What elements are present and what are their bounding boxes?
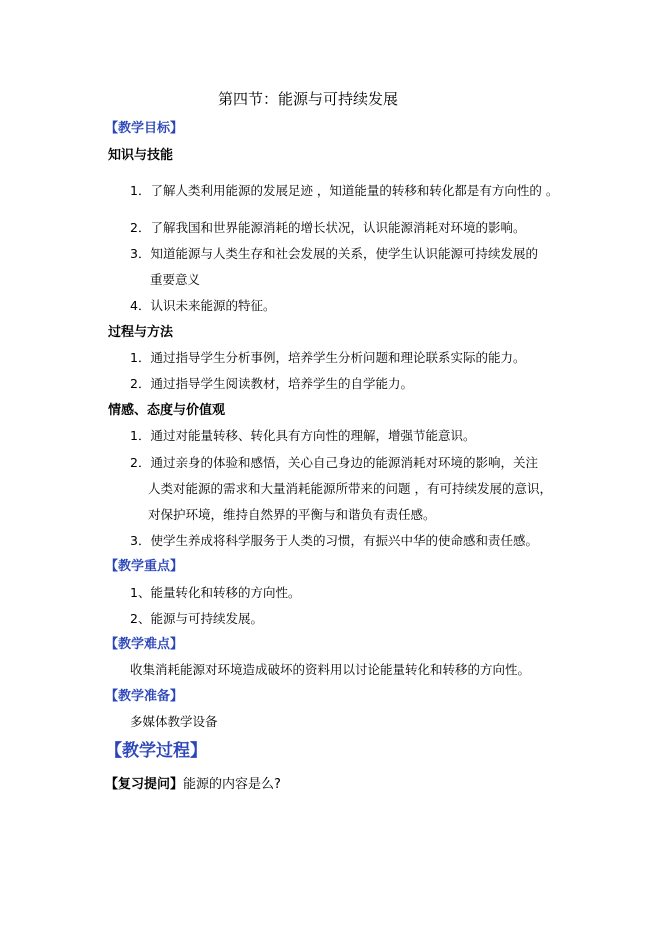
review-label: 【复习提问】	[105, 777, 184, 792]
list-item: 1．通过对能量转移、转化具有方向性的理解，增强节能意识。	[130, 428, 476, 443]
section-heading-objectives: 【教学目标】	[105, 121, 184, 136]
list-item-continuation: 人类对能源的需求和大量消耗能源所带来的问题 ，有可持续发展的意识，	[148, 481, 552, 496]
section-heading-process: 【教学过程】	[105, 741, 207, 761]
list-item: 2．通过亲身的体验和感悟，关心自己身边的能源消耗对环境的影响，关注	[130, 455, 538, 470]
list-item: 4．认识未来能源的特征。	[130, 298, 276, 313]
paragraph-preparation: 多媒体教学设备	[130, 714, 218, 729]
list-item: 2．了解我国和世界能源消耗的增长状况，认识能源消耗对环境的影响。	[130, 220, 526, 235]
list-item: 1．通过指导学生分析事例，培养学生分析问题和理论联系实际的能力。	[130, 350, 526, 365]
section-heading-difficulties: 【教学难点】	[105, 637, 184, 652]
section-heading-preparation: 【教学准备】	[105, 689, 184, 704]
list-item: 2．通过指导学生阅读教材，培养学生的自学能力。	[130, 376, 413, 391]
subheading-knowledge: 知识与技能	[108, 148, 174, 163]
list-item: 3．使学生养成将科学服务于人类的习惯，有振兴中华的使命感和责任感。	[130, 533, 538, 548]
page-title: 第四节：能源与可持续发展	[218, 90, 399, 108]
list-item-continuation: 对保护环境，维持自然界的平衡与和谐负有责任感。	[148, 507, 436, 522]
section-heading-key-points: 【教学重点】	[105, 559, 184, 574]
subheading-emotion: 情感、态度与价值观	[108, 403, 226, 418]
list-item: 2、能源与可持续发展。	[130, 611, 263, 626]
list-item-continuation: 重要意义	[150, 272, 201, 287]
list-item: 1．了解人类利用能源的发展足迹 ，知道能量的转移和转化都是有方向性的 。	[130, 183, 559, 198]
list-item: 1、能量转化和转移的方向性。	[130, 585, 301, 600]
review-question	[105, 778, 281, 791]
review-text: 能源的内容是么?	[183, 777, 281, 792]
paragraph-difficulties: 收集消耗能源对环境造成破坏的资料用以讨论能量转化和转移的方向性。	[130, 662, 531, 677]
list-item: 3．知道能源与人类生存和社会发展的关系，使学生认识能源可持续发展的	[130, 246, 538, 261]
subheading-process: 过程与方法	[108, 325, 174, 340]
